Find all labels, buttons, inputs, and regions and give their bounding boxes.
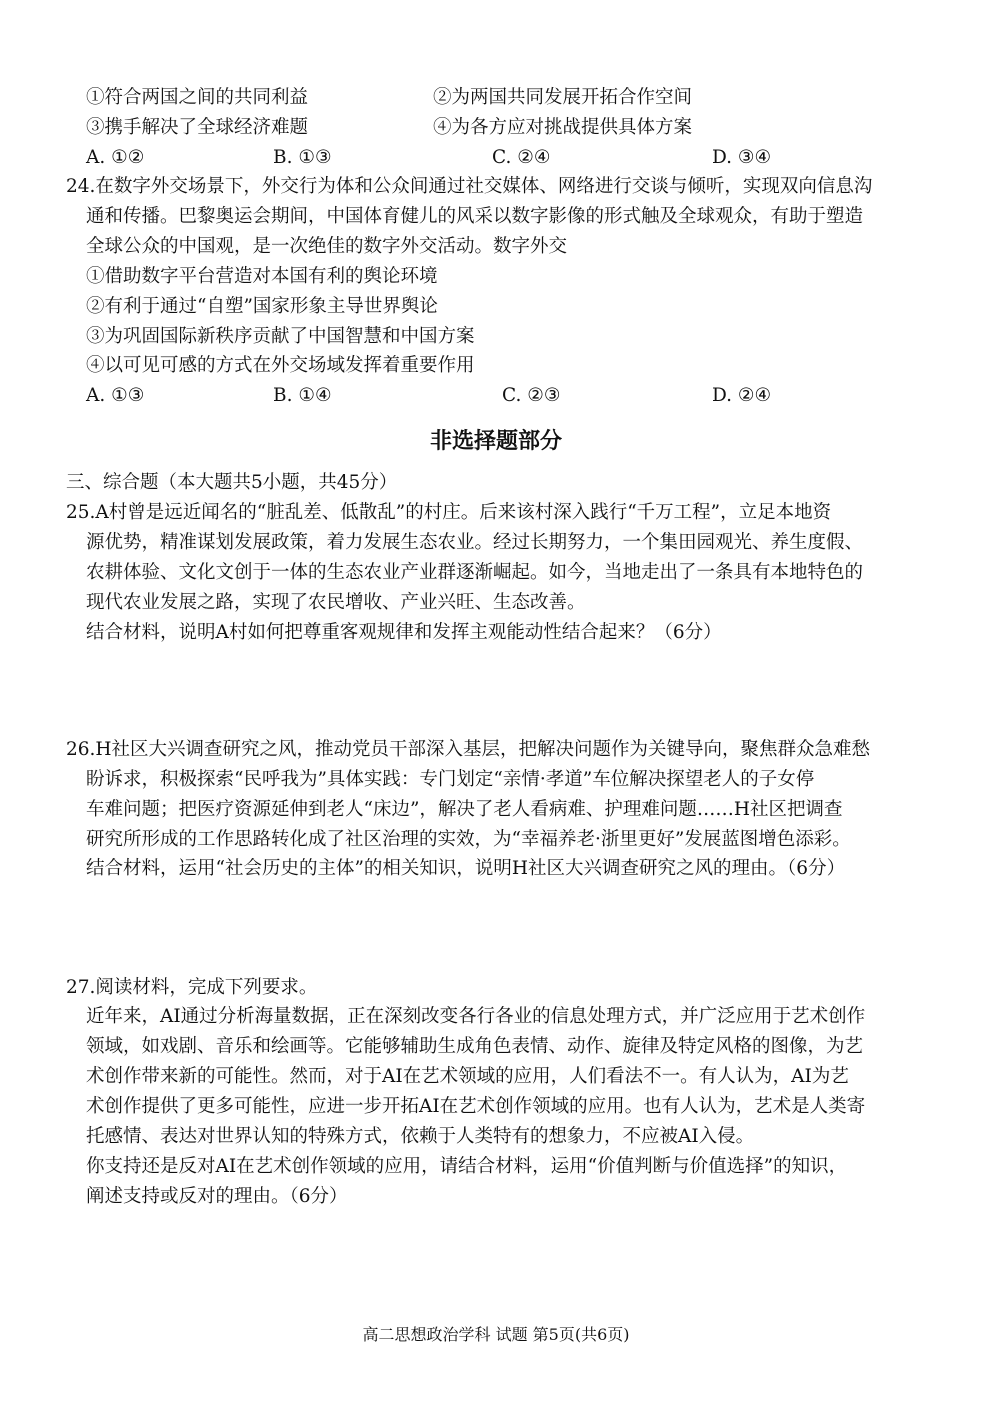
q24-stem-line-2: 通和传播。巴黎奥运会期间，中国体育健儿的风采以数字影像的形式触及全球观众，有助于塑造 <box>86 206 864 227</box>
q27-question-line-2: 阐述支持或反对的理由。（6分） <box>86 1186 348 1207</box>
section-title: 非选择题部分 <box>429 429 562 454</box>
q25-line-4: 现代农业发展之路，实现了农民增收、产业兴旺、生态改善。 <box>86 592 586 613</box>
q24-item-1: ①借助数字平台营造对本国有利的舆论环境 <box>86 266 438 287</box>
q27-question-line-1: 你支持还是反对AI在艺术创作领域的应用，请结合材料，运用“价值判断与价值选择”的知识， <box>86 1156 848 1177</box>
q25-question: 结合材料，说明A村如何把尊重客观规律和发挥主观能动性结合起来？（6分） <box>86 622 722 643</box>
q23-item-2: ②为两国共同发展开拓合作空间 <box>433 87 693 108</box>
q24-item-3: ③为巩固国际新秩序贡献了中国智慧和中国方案 <box>86 326 475 347</box>
q27-line-1: 近年来，AI通过分析海量数据，正在深刻改变各行各业的信息处理方式，并广泛应用于艺术创作 <box>86 1006 866 1027</box>
q27-line-4: 术创作提供了更多可能性，应进一步开拓AI在艺术创作领域的应用。也有人认为，艺术是人类寄 <box>86 1096 866 1117</box>
q25-line-1: 25.A村曾是远近闻名的“脏乱差、低散乱”的村庄。后来该村深入践行“千万工程”，立足本地资 <box>66 502 832 523</box>
q24-option-c: C. ②③ <box>502 385 561 406</box>
q23-option-a: A. ①② <box>86 147 145 168</box>
q27-line-5: 托感情、表达对世界认知的特殊方式，依赖于人类特有的想象力，不应被AI入侵。 <box>86 1126 755 1147</box>
q23-item-1: ①符合两国之间的共同利益 <box>86 87 309 108</box>
q24-item-2: ②有利于通过“自塑”国家形象主导世界舆论 <box>86 296 438 317</box>
q23-option-b: B. ①③ <box>273 147 332 168</box>
q24-stem-line-3: 全球公众的中国观，是一次绝佳的数字外交活动。数字外交 <box>86 236 568 257</box>
q25-line-2: 源优势，精准谋划发展政策，着力发展生态农业。经过长期努力，一个集田园观光、养生度假、 <box>86 532 864 553</box>
q23-option-d: D. ③④ <box>712 147 772 168</box>
q26-question: 结合材料，运用“社会历史的主体”的相关知识，说明H社区大兴调查研究之风的理由。（6分） <box>86 858 846 879</box>
q23-item-3: ③携手解决了全球经济难题 <box>86 117 309 138</box>
q27-line-3: 术创作带来新的可能性。然而，对于AI在艺术领域的应用，人们看法不一。有人认为，AI为艺 <box>86 1066 849 1087</box>
q23-item-4: ④为各方应对挑战提供具体方案 <box>433 117 693 138</box>
q24-item-4: ④以可见可感的方式在外交场域发挥着重要作用 <box>86 355 475 376</box>
q24-option-a: A. ①③ <box>86 385 145 406</box>
q24-option-d: D. ②④ <box>712 385 772 406</box>
q26-line-2: 盼诉求，积极探索“民呼我为”具体实践：专门划定“亲情·孝道”车位解决探望老人的子女停 <box>86 769 815 790</box>
q24-option-b: B. ①④ <box>273 385 332 406</box>
q27-line-2: 领域，如戏剧、音乐和绘画等。它能够辅助生成角色表情、动作、旋律及特定风格的图像，为艺 <box>86 1036 864 1057</box>
q23-option-c: C. ②④ <box>492 147 551 168</box>
q26-line-1: 26.H社区大兴调查研究之风，推动党员干部深入基层，把解决问题作为关键导向，聚焦群众急难愁 <box>66 739 871 760</box>
page-footer: 高二思想政治学科 试题 第5页(共6页) <box>362 1325 630 1344</box>
q26-line-3: 车难问题；把医疗资源延伸到老人“床边”，解决了老人看病难、护理难问题……H社区把调查 <box>86 799 843 820</box>
q24-stem-line-1: 24.在数字外交场景下，外交行为体和公众间通过社交媒体、网络进行交谈与倾听，实现双向信息沟 <box>66 176 873 197</box>
section-three-heading: 三、综合题（本大题共5小题，共45分） <box>66 472 398 493</box>
q25-line-3: 农耕体验、文化文创于一体的生态农业产业群逐渐崛起。如今，当地走出了一条具有本地特色的 <box>86 562 864 583</box>
q26-line-4: 研究所形成的工作思路转化成了社区治理的实效，为“幸福养老·浙里更好”发展蓝图增色添彩。 <box>86 829 851 850</box>
q27-heading: 27.阅读材料，完成下列要求。 <box>66 977 318 998</box>
